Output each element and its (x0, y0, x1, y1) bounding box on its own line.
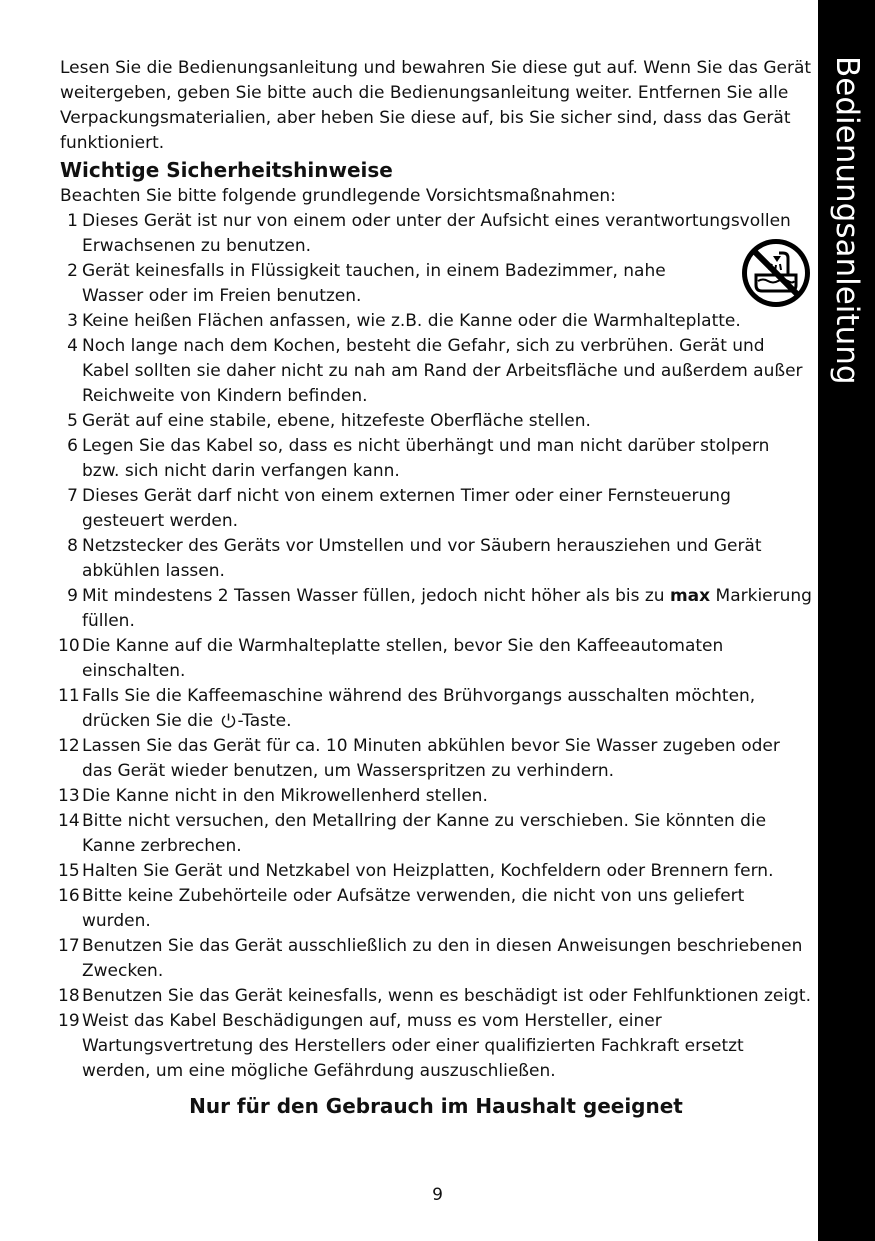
item-number: 14 (58, 811, 80, 831)
item-text: Bitte nicht versuchen, den Metallring der Kanne zu verschieben. Sie könnten die Kanne zerbrechen. (82, 811, 767, 856)
precaution-text: Beachten Sie bitte folgende grundlegende Vorsichtsmaßnahmen: (60, 186, 616, 206)
list-item (60, 934, 812, 984)
item-number: 17 (58, 936, 80, 956)
list-item (60, 334, 812, 409)
list-item (60, 884, 812, 934)
item-text-before: Falls Sie die Kaffeemaschine während des Brühvorgangs ausschalten möchten, drücken Sie die (82, 686, 756, 731)
item-text: Lassen Sie das Gerät für ca. 10 Minuten abkühlen bevor Sie Wasser zugeben oder das Gerät wieder benutzen, um Wasserspritzen zu verhindern. (82, 736, 780, 781)
list-item (60, 634, 812, 684)
item-text: Halten Sie Gerät und Netzkabel von Heizplatten, Kochfeldern oder Brennern fern. (82, 861, 774, 881)
item-text-after: -Taste. (237, 711, 292, 731)
item-number: 11 (58, 686, 80, 706)
item-text: Netzstecker des Geräts vor Umstellen und vor Säubern herausziehen und Gerät abkühlen lassen. (82, 536, 762, 581)
item-text: Benutzen Sie das Gerät ausschließlich zu den in diesen Anweisungen beschriebenen Zwecken. (82, 936, 803, 981)
list-item (60, 984, 812, 1009)
item-number: 12 (58, 736, 80, 756)
list-item (60, 584, 812, 634)
content (60, 56, 812, 1120)
list-item (60, 734, 812, 784)
safety-heading: Wichtige Sicherheitshinweise (60, 158, 393, 182)
item-number: 10 (58, 636, 80, 656)
item-number: 2 (67, 261, 78, 281)
list-item (60, 484, 812, 534)
list-item (60, 309, 812, 334)
item-number: 18 (58, 986, 80, 1006)
list-item (60, 1009, 812, 1084)
household-use-note: Nur für den Gebrauch im Haushalt geeignet (189, 1094, 683, 1118)
item-text: Keine heißen Flächen anfassen, wie z.B. die Kanne oder die Warmhalteplatte. (82, 311, 741, 331)
intro-paragraph: Lesen Sie die Bedienungsanleitung und bewahren Sie diese gut auf. Wenn Sie das Gerät weitergeben, geben Sie bitte auch die Bedienungsanleitung weiter. Entfernen Sie alle Verpackungsmaterialien, aber heben Sie diese auf, bis Sie sicher sind, dass das Gerät funktioniert. (60, 58, 812, 153)
list-item (60, 434, 812, 484)
item-number: 1 (67, 211, 78, 231)
list-item (60, 784, 812, 809)
item-text: Dieses Gerät ist nur von einem oder unter der Aufsicht eines verantwortungsvollen Erwachsenen zu benutzen. (82, 211, 791, 256)
item-text: Dieses Gerät darf nicht von einem externen Timer oder einer Fernsteuerung gesteuert werden. (82, 486, 731, 531)
item-number: 4 (67, 336, 78, 356)
list-item (60, 859, 812, 884)
item-number: 3 (67, 311, 78, 331)
list-item (60, 534, 812, 584)
max-marking-label: max (669, 586, 711, 606)
item-number: 15 (58, 861, 80, 881)
item-number: 9 (67, 586, 78, 606)
item-text: Bitte keine Zubehörteile oder Aufsätze verwenden, die nicht von uns geliefert wurden. (82, 886, 745, 931)
list-item (60, 809, 812, 859)
item-number: 7 (67, 486, 78, 506)
item-text: Gerät keinesfalls in Flüssigkeit tauchen, in einem Badezimmer, nahe Wasser oder im Freien benutzen. (82, 261, 666, 306)
list-item (60, 209, 812, 259)
item-text-after: Markierung füllen. (82, 586, 812, 631)
power-icon (220, 712, 237, 729)
item-text: Benutzen Sie das Gerät keinesfalls, wenn es beschädigt ist oder Fehlfunktionen zeigt. (82, 986, 811, 1006)
item-number: 5 (67, 411, 78, 431)
page-number: 9 (432, 1185, 443, 1205)
safety-list (60, 209, 812, 1084)
item-text: Gerät auf eine stabile, ebene, hitzefeste Oberfläche stellen. (82, 411, 591, 431)
item-text-before: Mit mindestens 2 Tassen Wasser füllen, jedoch nicht höher als bis zu (82, 586, 665, 606)
item-number: 16 (58, 886, 80, 906)
item-number: 6 (67, 436, 78, 456)
item-text: Weist das Kabel Beschädigungen auf, muss es vom Hersteller, einer Wartungsvertretung des Herstellers oder einer qualifizierten Fachkraft ersetzt werden, um eine mögliche Gefährdung auszuschließen. (82, 1011, 744, 1081)
item-number: 13 (58, 786, 80, 806)
item-text: Noch lange nach dem Kochen, besteht die Gefahr, sich zu verbrühen. Gerät und Kabel sollten sie daher nicht zu nah am Rand der Arbeitsfläche und außerdem außer Reichweite von Kindern befinden. (82, 336, 803, 406)
item-number: 19 (58, 1011, 80, 1031)
item-text: Die Kanne nicht in den Mikrowellenherd stellen. (82, 786, 488, 806)
list-item (60, 259, 812, 309)
list-item (60, 684, 812, 734)
item-text: Die Kanne auf die Warmhalteplatte stellen, bevor Sie den Kaffeeautomaten einschalten. (82, 636, 724, 681)
list-item (60, 409, 812, 434)
item-text: Legen Sie das Kabel so, dass es nicht überhängt und man nicht darüber stolpern bzw. sich nicht darin verfangen kann. (82, 436, 770, 481)
sidebar-title: Bedienungsanleitung (829, 56, 865, 385)
item-number: 8 (67, 536, 78, 556)
